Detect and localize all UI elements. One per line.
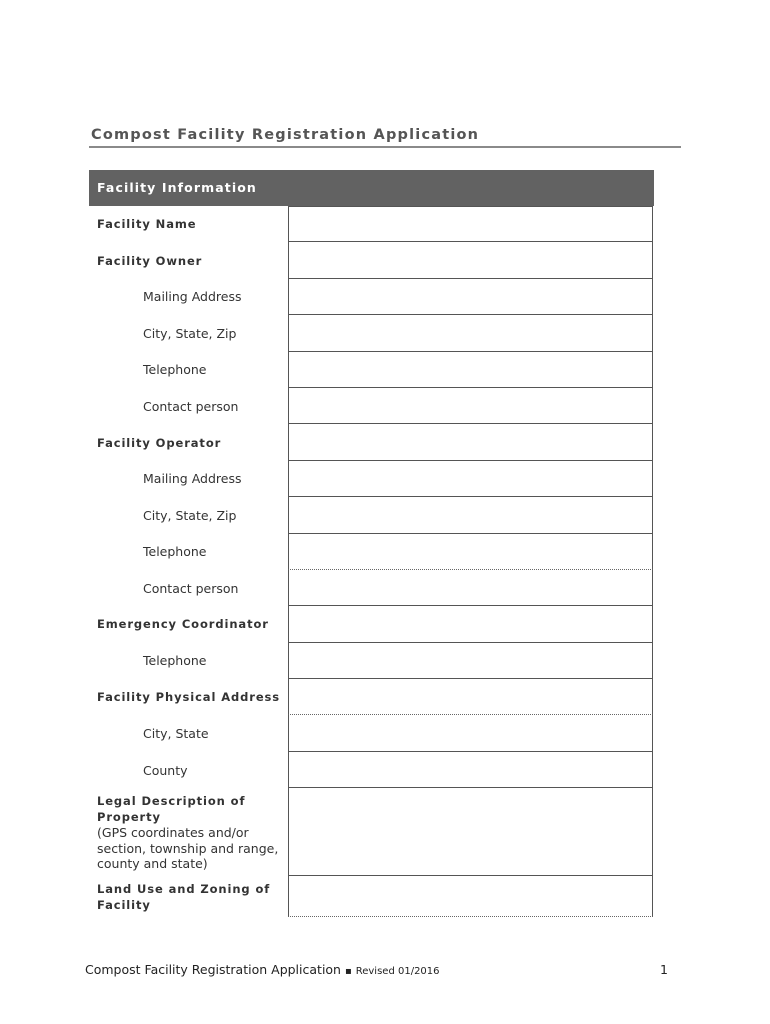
title-divider: [89, 146, 681, 148]
footer-title: Compost Facility Registration Application: [85, 962, 341, 977]
legal-description-field[interactable]: [288, 788, 653, 876]
operator-city-state-zip-label: City, State, Zip: [143, 507, 237, 523]
form-row-facility-city-state: [89, 715, 655, 751]
form-row-operator-telephone: [89, 534, 655, 570]
owner-telephone-label: Telephone: [143, 362, 207, 378]
operator-city-state-zip-field[interactable]: [288, 497, 653, 533]
owner-contact-person-field[interactable]: [288, 388, 653, 424]
land-use-zoning-field[interactable]: [288, 876, 653, 917]
form-row-operator-contact-person: [89, 570, 655, 606]
legal-description-label: [97, 788, 287, 882]
operator-mailing-address-label: Mailing Address: [143, 471, 242, 487]
land-use-zoning-label: Land Use and Zoning of Facility: [97, 882, 271, 912]
footer-revision: Revised 01/2016: [355, 966, 440, 977]
facility-operator-field[interactable]: [288, 424, 653, 460]
legal-description-title: Legal Description of Property: [97, 794, 246, 824]
form-row-emergency-coordinator: [89, 606, 655, 642]
owner-contact-person-label: Contact person: [143, 398, 239, 414]
form-row-county: [89, 752, 655, 788]
owner-city-state-zip-label: City, State, Zip: [143, 325, 237, 341]
county-field[interactable]: [288, 752, 653, 788]
form-row-coordinator-telephone: [89, 643, 655, 679]
facility-owner-label: Facility Owner: [97, 253, 203, 268]
emergency-coordinator-field[interactable]: [288, 606, 653, 642]
operator-telephone-label: Telephone: [143, 544, 207, 560]
facility-city-state-field[interactable]: [288, 715, 653, 751]
operator-contact-person-label: Contact person: [143, 580, 239, 596]
form-row-owner-telephone: [89, 352, 655, 388]
facility-operator-label: Facility Operator: [97, 435, 222, 450]
form-row-owner-mailing-address: [89, 279, 655, 315]
operator-telephone-field[interactable]: [288, 534, 653, 570]
facility-owner-field[interactable]: [288, 242, 653, 278]
footer-separator: ▪: [344, 966, 352, 977]
form-row-facility-operator: [89, 424, 655, 460]
facility-city-state-label: City, State: [143, 726, 209, 742]
form-row-owner-contact-person: [89, 388, 655, 424]
form-row-legal-description: [89, 788, 655, 876]
facility-name-field[interactable]: [288, 206, 653, 242]
form-row-facility-physical-address: [89, 679, 655, 715]
document-title: Compost Facility Registration Application: [91, 127, 480, 143]
facility-physical-address-label: Facility Physical Address: [97, 690, 281, 705]
facility-name-label: Facility Name: [97, 217, 197, 232]
form-row-operator-mailing-address: [89, 461, 655, 497]
legal-description-hint: (GPS coordinates and/or section, township and range, county and state): [97, 825, 279, 872]
owner-mailing-address-field[interactable]: [288, 279, 653, 315]
form-row-operator-city-state-zip: [89, 497, 655, 533]
county-label: County: [143, 762, 188, 778]
coordinator-telephone-label: Telephone: [143, 653, 207, 669]
form-row-facility-name: [89, 206, 655, 242]
emergency-coordinator-label: Emergency Coordinator: [97, 617, 269, 632]
facility-physical-address-field[interactable]: [288, 679, 653, 715]
facility-information-form: [89, 206, 655, 917]
footer: [85, 962, 440, 977]
operator-contact-person-field[interactable]: [288, 570, 653, 606]
owner-city-state-zip-field[interactable]: [288, 315, 653, 351]
owner-mailing-address-label: Mailing Address: [143, 289, 242, 305]
page-number: 1: [660, 962, 668, 977]
owner-telephone-field[interactable]: [288, 352, 653, 388]
form-row-facility-owner: [89, 242, 655, 278]
form-row-owner-city-state-zip: [89, 315, 655, 351]
section-header: Facility Information: [89, 170, 654, 206]
coordinator-telephone-field[interactable]: [288, 643, 653, 679]
form-row-land-use-zoning: [89, 876, 655, 917]
operator-mailing-address-field[interactable]: [288, 461, 653, 497]
